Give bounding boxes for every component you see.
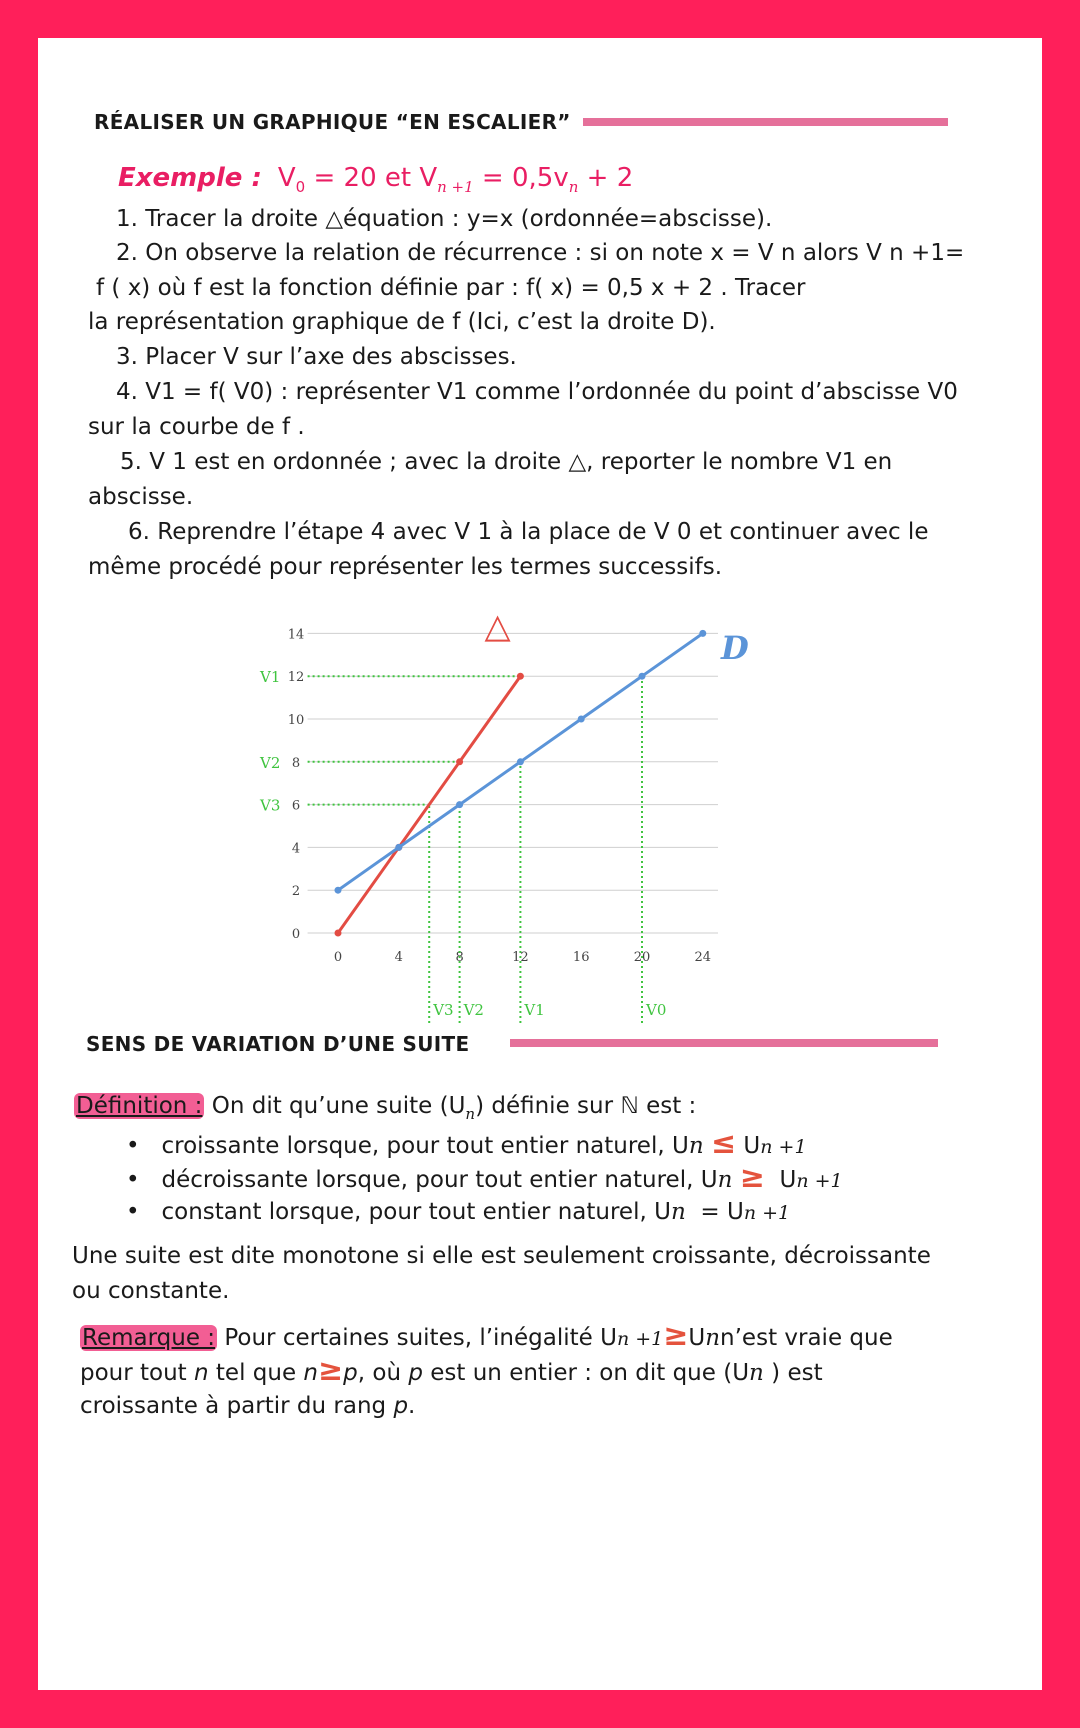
data-point	[699, 630, 706, 637]
data-point	[578, 716, 585, 723]
step-6-cont: même procédé pour représenter les termes successifs.	[88, 554, 723, 580]
x-tick-label: 4	[394, 950, 403, 965]
bullet-constant: • constant lorsque, pour tout entier naturel, Un = Un +1	[126, 1199, 791, 1225]
data-point	[517, 673, 524, 680]
data-point	[335, 887, 342, 894]
data-point	[517, 758, 524, 765]
ge-symbol: ≥	[318, 1353, 344, 1388]
y-term-label: V2	[260, 753, 281, 772]
bullet-text: constant lorsque, pour tout entier naturel, U	[161, 1199, 671, 1225]
var: p	[393, 1393, 409, 1419]
step-2-cont: la représentation graphique de f (Ici, c’est la droite D).	[88, 309, 716, 335]
y-tick-label: 10	[287, 713, 305, 728]
example-sub: 0	[295, 178, 306, 196]
x-term-label: V2	[463, 1001, 484, 1019]
remark-line-1	[80, 1318, 893, 1357]
x-tick-label: 24	[694, 950, 712, 965]
remark-text: est un entier : on dit que (U	[422, 1360, 750, 1386]
bullet-text: décroissante lorsque, pour tout entier naturel, U	[161, 1167, 718, 1193]
var: n	[705, 1325, 721, 1351]
remark-text: .	[408, 1393, 416, 1419]
bullet-dot: •	[126, 1199, 162, 1225]
step-1: 1. Tracer la droite △équation : y=x (ordonnée=abscisse).	[116, 206, 773, 232]
example-text: + 2	[578, 163, 634, 193]
monotone-line-2: ou constante.	[72, 1278, 230, 1304]
definition-label: Définition :	[76, 1093, 203, 1119]
delta-label: △	[484, 606, 511, 647]
var: n	[749, 1360, 764, 1386]
definition-text: On dit qu’une suite (U	[204, 1093, 466, 1119]
section-rule	[510, 1039, 938, 1047]
example-sub: n	[568, 178, 579, 196]
data-point	[639, 673, 646, 680]
remark-text: n’est vraie que	[720, 1325, 893, 1351]
section-rule	[583, 118, 948, 126]
y-tick-label: 4	[291, 841, 301, 857]
var: n	[717, 1167, 733, 1193]
remark-line-3	[80, 1388, 415, 1424]
step-5: 5. V 1 est en ordonnée ; avec la droite △, reporter le nombre V1 en	[120, 449, 893, 475]
y-tick-label: 2	[291, 884, 301, 900]
ge-symbol: ≥	[739, 1160, 765, 1195]
var: n +1	[616, 1328, 664, 1350]
section-title-variation: SENS DE VARIATION D’UNE SUITE	[86, 1032, 470, 1056]
var: n	[194, 1360, 209, 1386]
x-tick-label: 8	[455, 950, 464, 965]
data-point	[456, 801, 463, 808]
step-6: 6. Reprendre l’étape 4 avec V 1 à la place de V 0 et continuer avec le	[128, 519, 929, 545]
data-point	[395, 844, 402, 851]
step-2: 2. On observe la relation de récurrence : si on note x = V n alors V n +1=	[116, 240, 965, 266]
y-tick-label: 14	[287, 627, 305, 643]
series-labels	[485, 607, 750, 667]
example-label: Exemple :	[118, 163, 262, 193]
line-d-label: D	[721, 629, 749, 668]
definition-text: ) définie sur ℕ est :	[475, 1093, 697, 1119]
x-tick-label: 0	[333, 950, 343, 965]
x-term-label: V3	[433, 1001, 454, 1019]
x-tick-label: 16	[572, 950, 590, 965]
example-text: = 20 et V	[305, 163, 438, 193]
eq-symbol: =	[700, 1199, 720, 1225]
y-tick-label: 6	[291, 798, 301, 814]
var: n	[303, 1360, 318, 1386]
remark-text: ) est	[763, 1360, 823, 1386]
remark-text: pour tout	[80, 1360, 195, 1386]
bullet-dot: •	[126, 1133, 162, 1159]
y-tick-label: 0	[291, 927, 301, 942]
example-sub: n +1	[437, 178, 474, 196]
remark-text: croissante à partir du rang	[80, 1393, 394, 1419]
page	[38, 38, 1042, 1690]
remark-line-2	[80, 1353, 823, 1391]
example-text: = 0,5v	[473, 163, 569, 193]
example-text: V	[277, 163, 296, 193]
x-tick-label: 20	[633, 950, 651, 965]
data-point	[456, 758, 463, 765]
step-4: 4. V1 = f( V0) : représenter V1 comme l’ordonnée du point d’abscisse V0	[116, 379, 958, 405]
term-labels	[259, 668, 666, 1019]
data-point	[335, 930, 342, 937]
bullet-text: croissante lorsque, pour tout entier naturel, U	[161, 1133, 689, 1159]
example-line	[118, 163, 633, 196]
step-3: 3. Placer V sur l’axe des abscisses.	[116, 344, 517, 370]
step-5-cont: abscisse.	[88, 484, 194, 510]
var: n +1	[796, 1170, 843, 1192]
step-2-cont: f ( x) où f est la fonction définie par : f( x) = 0,5 x + 2 . Tracer	[96, 275, 806, 301]
y-term-label: V1	[260, 668, 281, 687]
var: n	[670, 1199, 686, 1225]
le-symbol: ≤	[710, 1126, 737, 1161]
bullet-increasing: • croissante lorsque, pour tout entier naturel, Un ≤ Un +1	[126, 1126, 807, 1161]
var: p	[343, 1360, 358, 1386]
var: n	[688, 1133, 704, 1159]
var: p	[408, 1360, 423, 1386]
x-tick-label: 12	[512, 950, 529, 965]
ge-symbol: ≥	[663, 1318, 689, 1353]
remark-text: Pour certaines suites, l’inégalité U	[217, 1325, 617, 1351]
staircase	[308, 676, 642, 1023]
remark-text: , où	[357, 1360, 409, 1386]
remark-text: U	[688, 1325, 706, 1351]
section-title-staircase: RÉALISER UN GRAPHIQUE “EN ESCALIER”	[94, 110, 571, 134]
bullet-dot: •	[126, 1167, 162, 1193]
y-tick-label: 8	[291, 755, 301, 771]
x-term-label: V0	[646, 1001, 667, 1019]
bullet-decreasing: • décroissante lorsque, pour tout entier naturel, Un ≥ Un +1	[126, 1160, 843, 1195]
monotone-line-1: Une suite est dite monotone si elle est seulement croissante, décroissante	[72, 1243, 931, 1269]
var: n +1	[743, 1202, 791, 1224]
definition-sub: n	[465, 1105, 476, 1123]
remark-text: tel que	[208, 1360, 304, 1386]
step-4-cont: sur la courbe de f .	[88, 414, 305, 440]
var: n +1	[760, 1136, 807, 1158]
remark-label: Remarque :	[82, 1325, 216, 1351]
y-term-label: V3	[260, 796, 281, 815]
x-term-label: V1	[524, 1001, 545, 1019]
y-tick-label: 12	[287, 670, 305, 686]
